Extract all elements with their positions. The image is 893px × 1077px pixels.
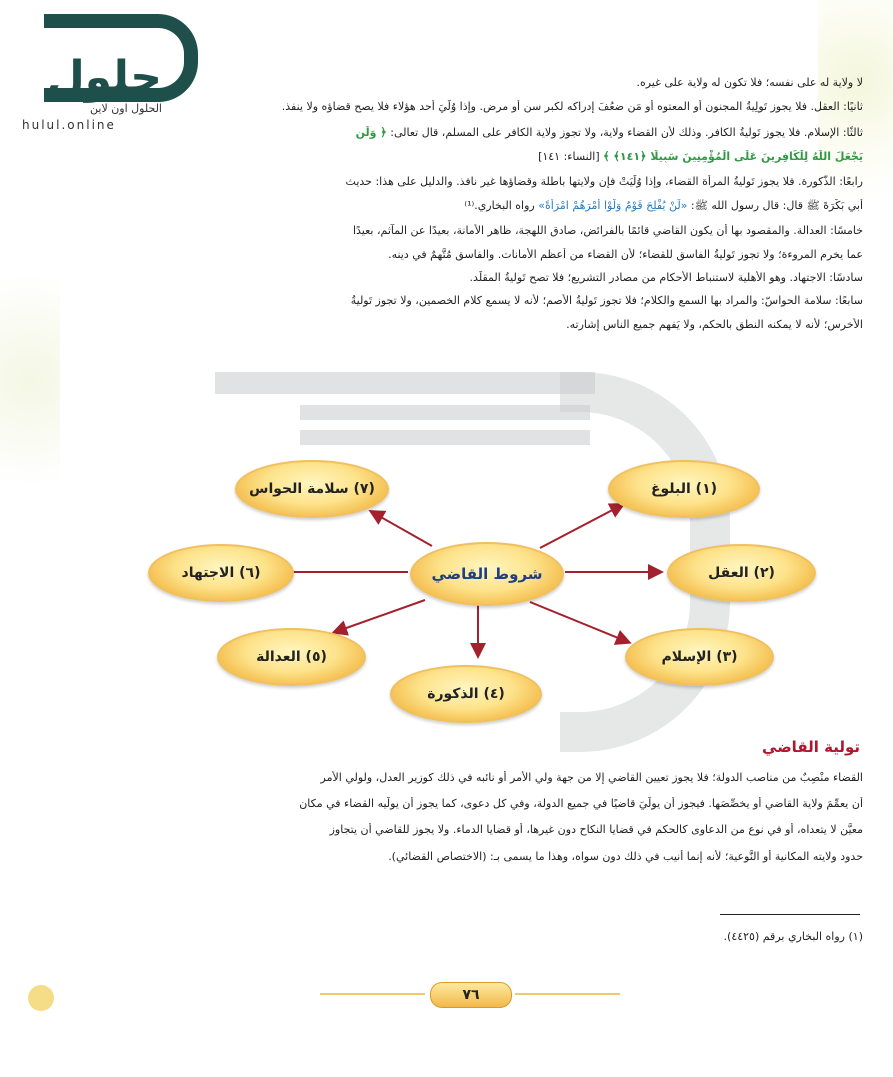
text: ثالثًا: الإسلام. فلا يجوز تَوليةُ الكافر. وذلك لأن القضاء ولاية، ولا تجوز ولاية الكافر على المسلم، قال تعالى: — [390, 126, 863, 139]
verse-reference: [النساء: ١٤١] — [538, 150, 600, 163]
logo-text: حلول — [46, 52, 162, 103]
body-line: خامسًا: العدالة. والمقصود بها أن يكون القاضي قائمًا بالفرائض، صادق اللهجة، ظاهر الأمانة، بعيدًا عن المآثم، بعيدًا — [352, 224, 863, 237]
footer-rule — [320, 993, 425, 995]
diagram-node: (٦) الاجتهاد — [148, 544, 294, 602]
footnote-divider — [720, 914, 860, 915]
section-heading: تولية القاضي — [762, 738, 860, 756]
diagram-node: (٥) العدالة — [217, 628, 366, 686]
diagram-node: (٢) العقل — [667, 544, 816, 602]
body-line: حدود ولايته المكانية أو النَّوعية؛ لأنه إنما أُنيب في ذلك دون سواه، وهذا ما يسمى بـ: (الاختصاص القضائي). — [388, 850, 863, 863]
footnote: (١) رواه البخاري برقم (٤٤٢٥). — [723, 930, 863, 943]
arrow — [530, 602, 628, 642]
body-line: معيَّن لا يتعداه، أو في نوع من الدعاوى كالحكم في قضايا النكاح دون غيرها، أو قضايا الدماء. ولا يجوز للقاضي أن يتجاوز — [329, 823, 863, 836]
body-line: ثانيًا: العقل. فلا يجوز تَولِيةُ المجنون أو المعتوه أو مَن ضعُفَ إدراكه لكبر سن أو مرض. وإذا وُلِّيَ أحد هؤلاء فلا يصح قضاؤه ولا ينفذ. — [281, 100, 863, 113]
diagram-node: (٣) الإسلام — [625, 628, 774, 686]
body-line: سادسًا: الاجتهاد. وهو الأهلية لاستنباط الأحكام من مصادر التشريع؛ فلا تصح تَوليةُ المقلِّد. — [469, 271, 863, 284]
diagram-node: (١) البلوغ — [608, 460, 760, 518]
logo-subtitle-ar: الحلول اون لاين — [90, 102, 162, 115]
arrow — [372, 512, 432, 546]
footer-rule — [515, 993, 620, 995]
body-line: رابعًا: الذُّكورة. فلا يجوز تَوليةُ المرأة القضاء، وإذا وُلِّيَتْ فإن ولايتها باطلة وقضاؤها غير نافذ. والدليل على هذا: حديث — [345, 175, 863, 188]
arrow — [335, 600, 425, 632]
body-line: القضاء منْصِبٌ من مناصب الدولة؛ فلا يجوز تعيين القاضي إلا من جهة ولي الأمر أو نائبه في ذلك كوزير العدل، ولولي الأمر — [320, 771, 863, 784]
quran-verse: ﴿ وَلَن — [355, 126, 387, 139]
arrow — [540, 505, 622, 548]
page-number: ٧٦ — [462, 987, 480, 1003]
page-number-ornament — [430, 982, 512, 1008]
diagram-center: شروط القاضي — [410, 542, 564, 606]
body-line: أن يعمِّمَ ولاية القاضي أو يخصِّصَها. فيجوز أن يولّيَ قاضيًا في جميع الدولة، وفي كل دعوى، كما يجوز أن يولّيه القضاء في مكان — [299, 797, 863, 810]
body-line: عما يخرم المروءة؛ ولا تجوز تَوليةُ الفاسق للقضاء؛ لأن القضاء من أعظم الأمانات. والفاسق مُتَّهمٌ في دينه. — [388, 248, 863, 261]
diagram-node: (٧) سلامة الحواس — [235, 460, 389, 518]
logo-subtitle-en: hulul.online — [22, 118, 116, 132]
corner-ornament — [28, 985, 54, 1011]
body-line: سابعًا: سلامة الحواسّ: والمراد بها السمع والكلام؛ فلا تجوز تَوليةُ الأصم؛ لأنه لا يسمع كلام الخصمين، ولا تجوز تَوليةُ — [350, 294, 863, 307]
body-line: الأخرس؛ لأنه لا يمكنه النطق بالحكم، ولا يَفهم جميع الناس إشارته. — [566, 318, 863, 331]
hadith-text: «لَنْ يُفْلِحَ قَوْمٌ وَلَّوْا أَمْرَهُمْ امْرَأَةً» — [538, 199, 688, 212]
text: أبي بَكْرَةَ ﷺ قال: قال رسول الله ﷺ: — [690, 199, 863, 212]
text: رواه البخاري.⁽¹⁾ — [464, 199, 535, 212]
diagram-node: (٤) الذكورة — [390, 665, 542, 723]
quran-verse: يَجْعَلَ اللَّهُ لِلْكَافِرِينَ عَلَى الْمُؤْمِنِينَ سَبِيلًا ﴿١٤١﴾ ﴾ — [603, 150, 863, 163]
body-line: لا ولاية له على نفسه؛ فلا تكون له ولاية على غيره. — [636, 76, 863, 89]
